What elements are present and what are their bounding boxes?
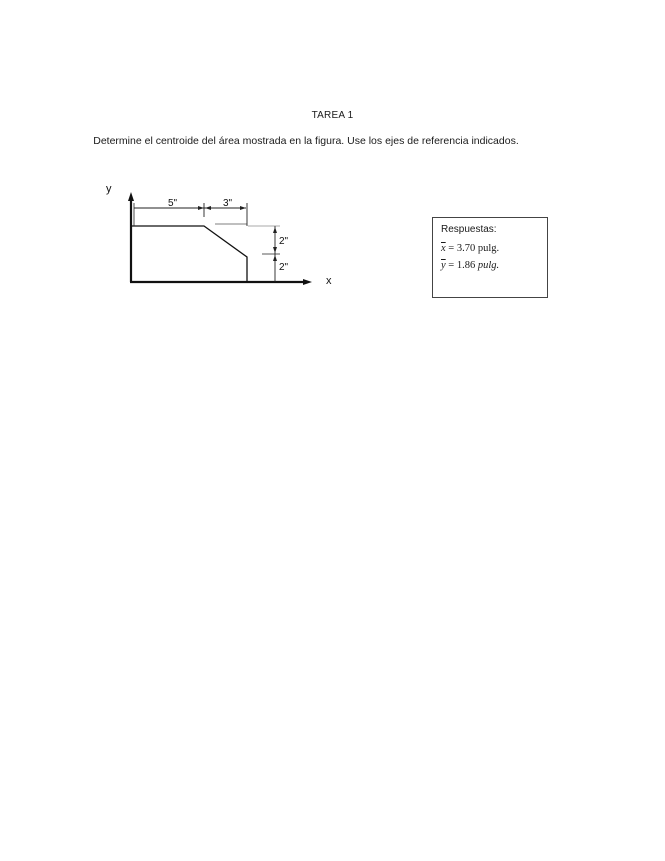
y-axis-label: y [106,183,112,195]
dim-arrow-mid-left [198,206,204,210]
area-outline [131,226,247,282]
answer-y-centroid [441,260,547,271]
y-axis-arrowhead [128,192,134,201]
y-bar-symbol: $\overline{y}$ [441,260,446,271]
centroid-figure [98,170,348,300]
dim-label-3in: 3" [223,198,233,209]
dim-arrow-right [240,206,246,210]
x-axis-label: x [326,275,332,287]
page-title: TAREA 1 [311,110,354,121]
x-bar-symbol: $\overline{x}$ [441,243,446,254]
answers-heading: Respuestas: [441,224,497,235]
dim-label-2in-bottom: 2" [279,262,289,273]
answers-box [432,217,548,298]
dim-label-2in-top: 2" [279,236,289,247]
dim-label-5in: 5" [168,198,178,209]
x-axis-arrowhead [303,279,312,285]
dim-arrow-mid-right [205,206,211,210]
y-centroid-value: = 1.86 [448,260,476,271]
y-centroid-unit: pulg. [477,260,500,271]
answer-x-centroid [441,243,547,254]
x-centroid-value: = 3.70 pulg. [448,243,500,254]
dim-arrow-mid-down [273,255,277,261]
dim-arrow-top [273,227,277,233]
problem-statement: Determine el centroide del área mostrada en la figura. Use los ejes de referencia indicados. [93,135,519,147]
dim-arrow-mid-up [273,247,277,253]
